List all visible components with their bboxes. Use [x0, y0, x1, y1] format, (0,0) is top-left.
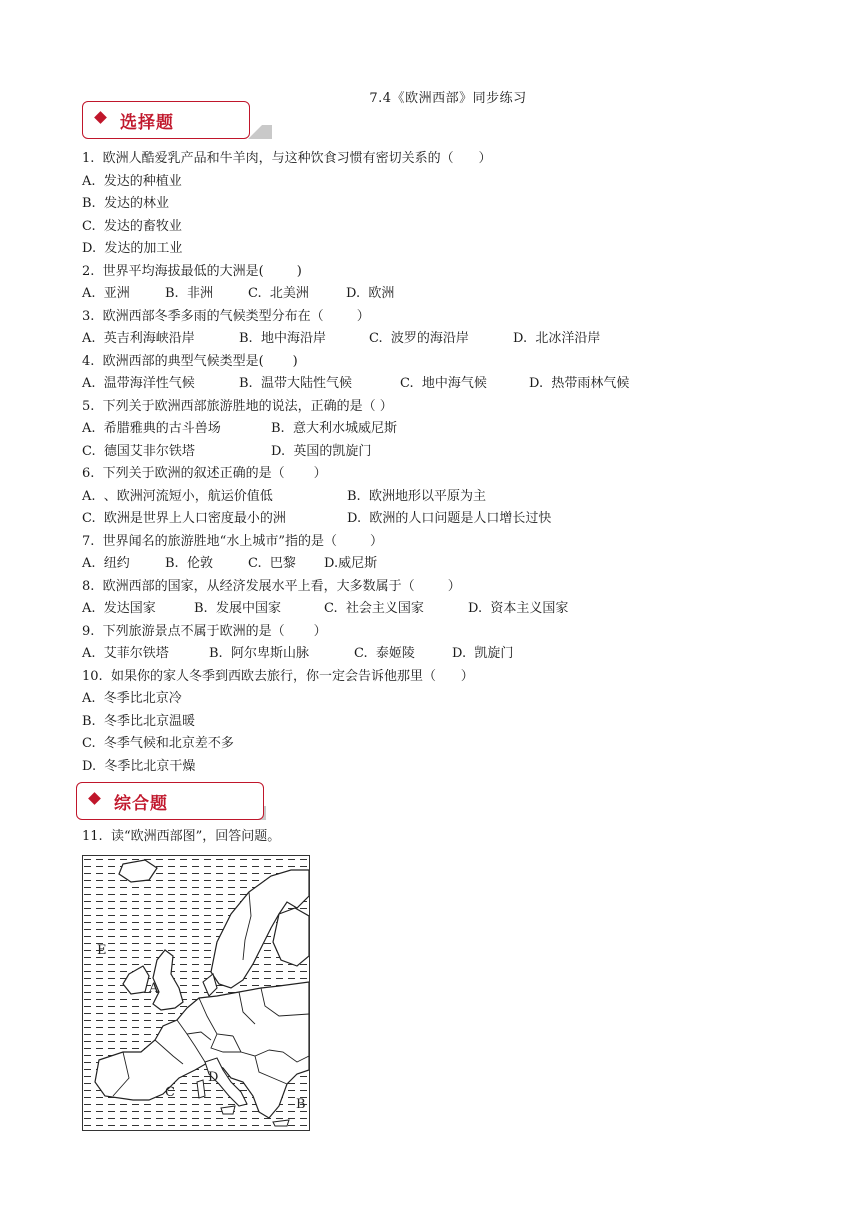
section-banner-comprehensive [76, 782, 266, 820]
section-banner-choice [82, 101, 272, 139]
option-7b: B. 伦敦 [165, 556, 213, 571]
option-9d: D. 凯旋门 [452, 646, 514, 661]
option-row [82, 486, 629, 509]
option-row [82, 418, 629, 441]
question-stem: 5. 下列关于欧洲西部旅游胜地的说法，正确的是（ ） [82, 398, 393, 414]
question-stem: 3. 欧洲西部冬季多雨的气候类型分布在（ ） [82, 308, 370, 324]
page-title-text: 7.4《欧洲西部》同步练习 [369, 91, 527, 106]
question-stem: 10. 如果你的家人冬季到西欧去旅行，你一定会告诉他那里（ ） [82, 668, 474, 684]
option-5d: D. 英国的凯旋门 [271, 443, 372, 459]
sardinia [197, 1080, 205, 1098]
map-label-c: C [165, 1085, 175, 1100]
option-1b: B. 发达的林业 [82, 196, 169, 211]
option-1a: A. 发达的种植业 [82, 173, 182, 189]
option-8b: B. 发展中国家 [194, 601, 281, 616]
option-2d: D. 欧洲 [346, 286, 395, 301]
question-stem: 4. 欧洲西部的典型气候类型是( ) [82, 353, 298, 369]
option-7c: C. 巴黎 [248, 556, 296, 571]
option-9c: C. 泰姬陵 [354, 646, 415, 661]
option-9b: B. 阿尔卑斯山脉 [209, 646, 309, 661]
question-list [82, 148, 629, 778]
option-7d: D.威尼斯 [324, 556, 378, 571]
option-8a: A. 发达国家 [82, 601, 156, 616]
map-label-a: A [149, 981, 159, 996]
option-2b: B. 非洲 [165, 286, 213, 301]
option-10a: A. 冬季比北京冷 [82, 691, 182, 706]
option-3c: C. 波罗的海沿岸 [369, 331, 469, 346]
banner-box [76, 782, 264, 820]
section-label-choice: 选择题 [120, 113, 174, 133]
option-3b: B. 地中海沿岸 [239, 331, 326, 346]
option-5a: A. 希腊雅典的古斗兽场 [82, 421, 221, 436]
question-stem: 1. 欧洲人酷爱乳产品和牛羊肉，与这种饮食习惯有密切关系的（ ） [82, 151, 492, 166]
option-3a: A. 英吉利海峡沿岸 [82, 331, 195, 346]
map-label-d: D [208, 1070, 219, 1085]
option-4b: B. 温带大陆性气候 [239, 376, 352, 391]
question-stem: 7. 世界闻名的旅游胜地“水上城市”指的是（ ） [82, 533, 384, 549]
option-6b: B. 欧洲地形以平原为主 [347, 488, 486, 504]
option-row [82, 441, 629, 464]
sicily [221, 1106, 235, 1114]
option-row [82, 373, 629, 396]
option-4c: C. 地中海气候 [400, 376, 487, 391]
option-7a: A. 纽约 [82, 556, 130, 571]
question-stem: 8. 欧洲西部的国家，从经济发展水平上看，大多数属于（ ） [82, 578, 461, 594]
map-label-e: E [97, 943, 107, 958]
option-10b: B. 冬季比北京温暖 [82, 713, 195, 729]
question-stem: 2. 世界平均海拔最低的大洲是( ) [82, 263, 302, 279]
option-6a: A. 、欧洲河流短小，航运价值低 [82, 488, 273, 504]
option-5c: C. 德国艾非尔铁塔 [82, 443, 195, 459]
option-5b: B. 意大利水城威尼斯 [271, 421, 397, 436]
question-11 [82, 826, 280, 849]
option-1c: C. 发达的畜牧业 [82, 218, 182, 234]
option-9a: A. 艾菲尔铁塔 [82, 646, 169, 661]
option-10d: D. 冬季比北京干燥 [82, 758, 196, 774]
question-stem: 11. 读“欧洲西部图”，回答问题。 [82, 829, 281, 844]
western-europe-map [82, 855, 310, 1131]
option-row [82, 643, 629, 666]
option-2c: C. 北美洲 [248, 286, 309, 301]
option-row [82, 598, 629, 621]
option-row [82, 283, 629, 306]
option-10c: C. 冬季气候和北京差不多 [82, 736, 234, 751]
question-stem: 9. 下列旅游景点不属于欧洲的是（ ） [82, 623, 327, 639]
option-8c: C. 社会主义国家 [324, 601, 424, 616]
option-6d: D. 欧洲的人口问题是人口增长过快 [347, 511, 552, 526]
option-1d: D. 发达的加工业 [82, 241, 183, 256]
option-6c: C. 欧洲是世界上人口密度最小的洲 [82, 511, 286, 526]
option-4d: D. 热带雨林气候 [529, 376, 630, 391]
option-4a: A. 温带海洋性气候 [82, 376, 195, 391]
question-stem: 6. 下列关于欧洲的叙述正确的是（ ） [82, 466, 327, 481]
option-3d: D. 北冰洋沿岸 [513, 331, 601, 346]
option-8d: D. 资本主义国家 [468, 601, 569, 616]
option-row [82, 553, 629, 576]
option-row [82, 508, 629, 531]
map-label-b: B [296, 1097, 306, 1112]
option-2a: A. 亚洲 [82, 286, 130, 301]
option-row [82, 328, 629, 351]
section-label-comprehensive: 综合题 [114, 794, 168, 814]
